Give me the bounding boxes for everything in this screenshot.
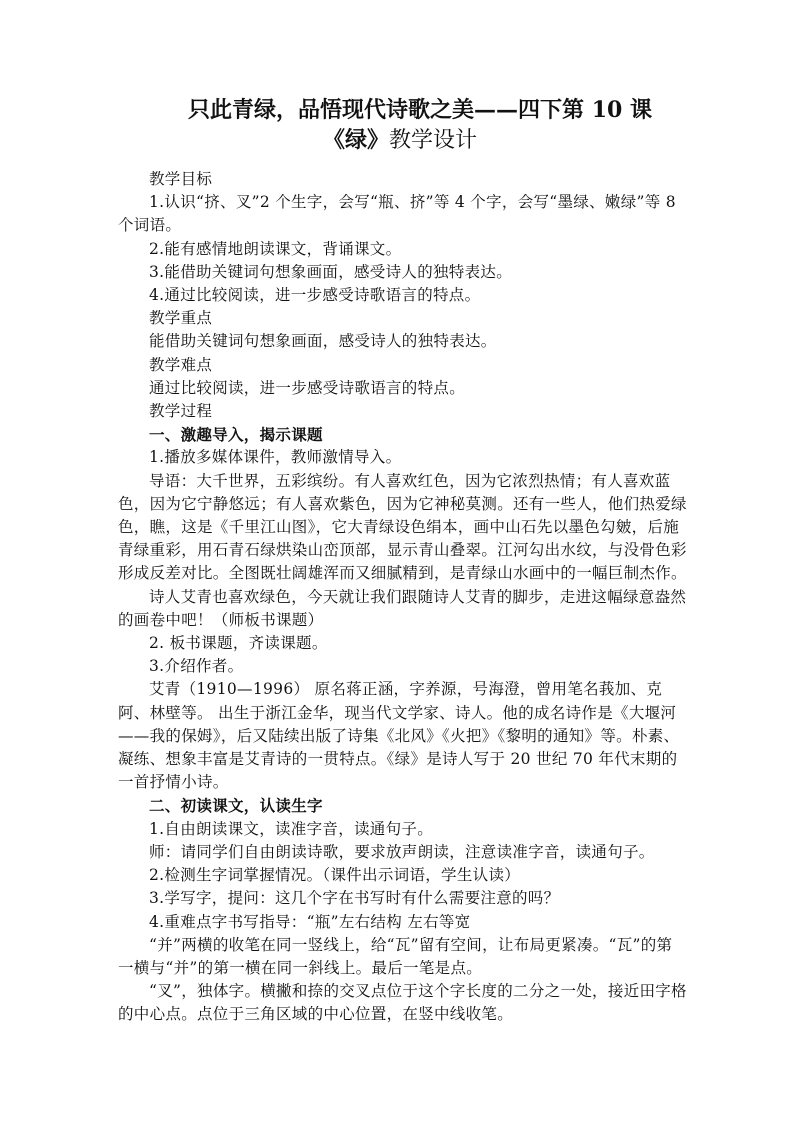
paragraph: 教学重点 — [149, 309, 213, 328]
paragraph: 教学难点 — [149, 355, 213, 374]
paragraph: 诗人艾青也喜欢绿色，今天就让我们跟随诗人艾青的脚步，走进这幅绿意盎然的画卷中吧！（师板书课题） — [118, 587, 687, 629]
subtitle-bold-part: 《绿》 — [322, 127, 389, 153]
paragraph: 教学目标 — [149, 170, 213, 188]
paragraph: 3.学写字，提问：这几个字在书写时有什么需要注意的吗？ — [149, 889, 560, 908]
paragraph: 4.通过比较阅读，进一步感受诗歌语言的特点。 — [149, 286, 481, 305]
paragraph: 2.能有感情地朗读课文，背诵课文。 — [149, 239, 402, 258]
paragraph: “叉”，独体字。横撇和捺的交叉点位于这个字长度的二分之一处，接近田字格的中心点。点位于三角区域的中心位置，在竖中线收笔。 — [118, 982, 687, 1024]
paragraph: 导语：大千世界，五彩缤纷。有人喜欢红色，因为它浓烈热情；有人喜欢蓝色，因为它宁静悠远；有人喜欢紫色，因为它神秘莫测。还有一些人，他们热爱绿色，瞧，这是《千里江山图》，它大青绿设色绢本，画中山石先以墨色勾皴，后施青绿重彩，用石青石绿烘染山峦顶部，显示青山叠翠。江河勾出水纹，与没骨色彩形成反差对比。全图既壮阔雄浑而又细腻精到，是青绿山水画中的一幅巨制杰作。 — [118, 471, 687, 583]
paragraph: “并”两横的收笔在同一竖线上，给“瓦”留有空间，让布局更紧凑。“瓦”的第一横与“并”的第一横在同一斜线上。最后一笔是点。 — [118, 935, 673, 977]
document-title: 只此青绿，品悟现代诗歌之美——四下第 10 课 — [188, 97, 652, 123]
document-body — [118, 168, 688, 1027]
subtitle-rest: 教学设计 — [389, 128, 478, 153]
paragraph: 通过比较阅读，进一步感受诗歌语言的特点。 — [149, 378, 466, 397]
section-heading: 一、激趣导入，揭示课题 — [149, 425, 323, 445]
paragraph: 3.能借助关键词句想象画面，感受诗人的独特表达。 — [149, 262, 512, 281]
paragraph: 1.自由朗读课文，读准字音，读通句子。 — [149, 819, 433, 838]
paragraph: 2. 板书课题，齐读课题。 — [149, 634, 328, 653]
document-subtitle — [0, 125, 800, 156]
paragraph: 艾青（1910—1996） 原名蒋正涵，字养源，号海澄，曾用笔名莪加、克阿、林壁等。 出生于浙江金华，现当代文学家、诗人。他的成名诗作是《大堰河——我的保姆》，后又陆续出版了诗集《北风》《火把》《黎明的通知》等。朴素、凝练、想象丰富是艾青诗的一贯特点。《绿》是诗人写于 20 世纪 70 年代末期的一首抒情小诗。 — [118, 680, 680, 792]
section-heading: 二、初读课文，认读生字 — [149, 796, 323, 816]
paragraph: 1.播放多媒体课件，教师激情导入。 — [149, 448, 402, 467]
paragraph: 4.重难点字书写指导：“瓶”左右结构 左右等宽 — [149, 912, 471, 931]
paragraph: 能借助关键词句想象画面，感受诗人的独特表达。 — [149, 332, 497, 351]
paragraph: 2.检测生字词掌握情况。（课件出示词语，学生认读） — [149, 866, 521, 885]
paragraph: 3.介绍作者。 — [149, 657, 244, 676]
paragraph: 教学过程 — [149, 402, 213, 421]
paragraph: 1.认识“挤、叉”2 个生字，会写“瓶、挤”等 4 个字，会写“墨绿、嫩绿”等 8 个词语。 — [118, 193, 676, 235]
paragraph: 师：请同学们自由朗读诗歌，要求放声朗读，注意读准字音，读通句子。 — [149, 842, 655, 861]
